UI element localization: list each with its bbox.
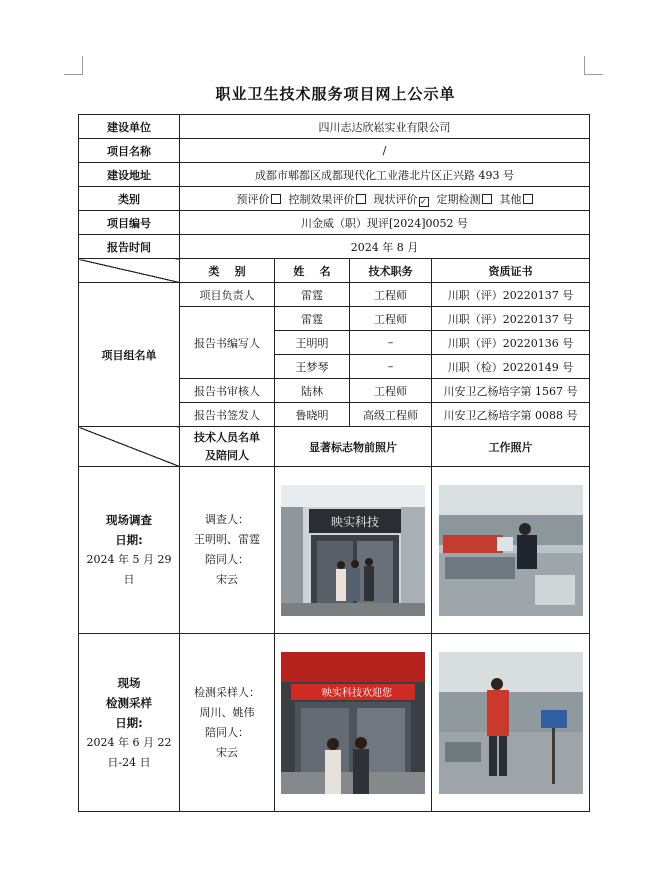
member-title: 工程师 bbox=[350, 283, 432, 307]
survey-landmark-photo bbox=[281, 485, 425, 616]
role-reviewer: 报告书审核人 bbox=[180, 379, 275, 403]
sampling-landmark-photo-cell bbox=[275, 634, 432, 812]
report-time-value: 2024 年 8 月 bbox=[180, 235, 590, 259]
survey-row bbox=[79, 467, 590, 634]
survey-landmark-photo-cell bbox=[275, 467, 432, 634]
member-name: 鲁晓明 bbox=[275, 403, 350, 427]
member-title: – bbox=[350, 355, 432, 379]
code-label: 项目编号 bbox=[79, 211, 180, 235]
member-title: 工程师 bbox=[350, 379, 432, 403]
member-title: 工程师 bbox=[350, 307, 432, 331]
sampling-work-photo-cell bbox=[432, 634, 590, 812]
member-title: 高级工程师 bbox=[350, 403, 432, 427]
diagonal-cell bbox=[79, 259, 180, 283]
sampling-date-cell: 现场 检测采样 日期: 2024 年 6 月 22 日-24 日 bbox=[79, 634, 180, 812]
code-value: 川金威（职）现评[2024]0052 号 bbox=[180, 211, 590, 235]
corner-mark-top-left bbox=[64, 56, 83, 75]
report-time-label: 报告时间 bbox=[79, 235, 180, 259]
sampling-row bbox=[79, 634, 590, 812]
header-title: 技术职务 bbox=[350, 259, 432, 283]
header-landmark-photo: 显著标志物前照片 bbox=[275, 427, 432, 467]
checkbox-control-effect[interactable] bbox=[356, 194, 366, 204]
project-value: / bbox=[180, 139, 590, 163]
survey-sign-text: 映实科技 bbox=[330, 514, 380, 529]
member-name: 雷霆 bbox=[275, 283, 350, 307]
sampling-persons-cell: 检测采样人： 周川、姚伟 陪同人： 宋云 bbox=[180, 634, 275, 812]
row-report-time bbox=[79, 235, 590, 259]
address-label: 建设地址 bbox=[79, 163, 180, 187]
sampling-work-photo bbox=[439, 652, 583, 794]
row-project bbox=[79, 139, 590, 163]
member-cert: 川职（评）20220137 号 bbox=[432, 283, 590, 307]
unit-label: 建设单位 bbox=[79, 115, 180, 139]
member-title: – bbox=[350, 331, 432, 355]
member-cert: 川安卫乙杨培字第 1567 号 bbox=[432, 379, 590, 403]
option-status-evaluation: 现状评价 ✓ bbox=[373, 192, 427, 206]
checkbox-status-evaluation[interactable]: ✓ bbox=[420, 196, 427, 206]
header-cert: 资质证书 bbox=[432, 259, 590, 283]
category-options bbox=[180, 187, 590, 211]
checkbox-pre-evaluation[interactable] bbox=[271, 194, 281, 204]
address-value: 成都市郫都区成都现代化工业港北片区正兴路 493 号 bbox=[180, 163, 590, 187]
option-other: 其他 bbox=[500, 193, 533, 206]
member-name: 王明明 bbox=[275, 331, 350, 355]
disclosure-table bbox=[78, 114, 590, 812]
survey-persons-cell: 调查人： 王明明、雷霆 陪同人： 宋云 bbox=[180, 467, 275, 634]
survey-work-photo-cell bbox=[432, 467, 590, 634]
document-title: 职业卫生技术服务项目网上公示单 bbox=[215, 85, 456, 103]
diagonal-cell bbox=[79, 427, 180, 467]
header-work-photo: 工作照片 bbox=[432, 427, 590, 467]
member-cert: 川安卫乙杨培字第 0088 号 bbox=[432, 403, 590, 427]
survey-date-cell: 现场调查 日期: 2024 年 5 月 29 日 bbox=[79, 467, 180, 634]
role-writer: 报告书编写人 bbox=[180, 307, 275, 379]
option-periodic-testing: 定期检测 bbox=[437, 193, 500, 206]
member-name: 陆林 bbox=[275, 379, 350, 403]
photos-header-row bbox=[79, 427, 590, 467]
survey-work-photo bbox=[439, 485, 583, 616]
row-unit bbox=[79, 115, 590, 139]
row-address bbox=[79, 163, 590, 187]
unit-value: 四川志达欣崧实业有限公司 bbox=[180, 115, 590, 139]
role-leader: 项目负责人 bbox=[180, 283, 275, 307]
header-persons: 技术人员名单 及陪同人 bbox=[180, 427, 275, 467]
sampling-sign-text: 映实科技欢迎您 bbox=[322, 687, 392, 699]
option-pre-evaluation: 预评价 bbox=[237, 193, 289, 206]
role-signer: 报告书签发人 bbox=[180, 403, 275, 427]
row-category bbox=[79, 187, 590, 211]
member-name: 王梦琴 bbox=[275, 355, 350, 379]
sampling-landmark-photo bbox=[281, 652, 425, 794]
member-cert: 川职（检）20220149 号 bbox=[432, 355, 590, 379]
member-cert: 川职（评）20220137 号 bbox=[432, 307, 590, 331]
checkbox-other[interactable] bbox=[523, 194, 533, 204]
project-label: 项目名称 bbox=[79, 139, 180, 163]
header-name: 姓 名 bbox=[275, 259, 350, 283]
row-code bbox=[79, 211, 590, 235]
category-label: 类别 bbox=[79, 187, 180, 211]
team-row bbox=[79, 283, 590, 307]
team-group-label: 项目组名单 bbox=[79, 283, 180, 427]
member-name: 雷霆 bbox=[275, 307, 350, 331]
header-category: 类 别 bbox=[180, 259, 275, 283]
option-control-effect: 控制效果评价 bbox=[289, 193, 374, 206]
team-header-row bbox=[79, 259, 590, 283]
member-cert: 川职（评）20220136 号 bbox=[432, 331, 590, 355]
checkbox-periodic-testing[interactable] bbox=[482, 194, 492, 204]
corner-mark-top-right bbox=[584, 56, 603, 75]
